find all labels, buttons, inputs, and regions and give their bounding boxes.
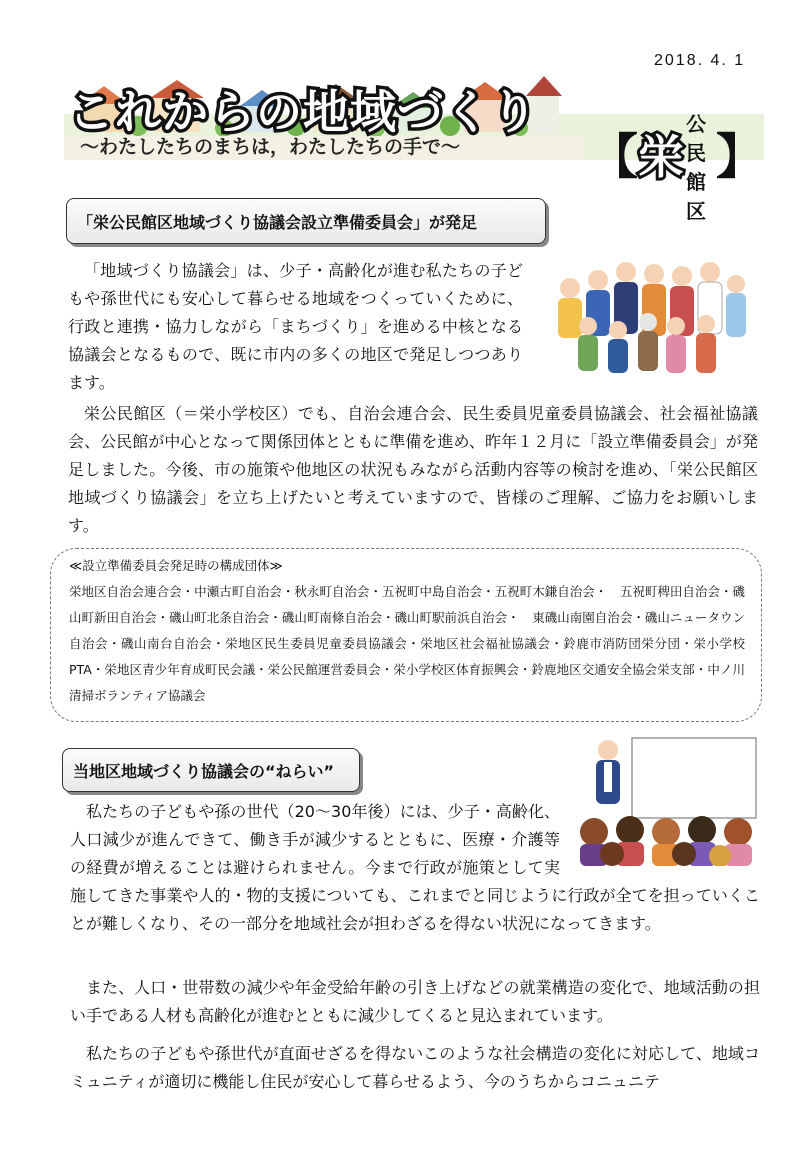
district-word: 公民館区 xyxy=(686,112,707,223)
member-organizations-box xyxy=(50,548,762,722)
illustration-wrap-space xyxy=(560,798,760,868)
section-heading-aims: 当地区地域づくり協議会の“ねらい” xyxy=(62,748,360,792)
aims-paragraph-3: 私たちの子どもや孫世代が直面せざるを得ないこのような社会構造の変化に対応して、地域コミュニティが適切に機能し住民が安心して暮らせるよう、今のうちからコニュニテ xyxy=(70,1044,760,1091)
aims-paragraph-1 xyxy=(70,798,760,938)
community-people-illustration xyxy=(540,258,755,378)
section-heading-committee: 「栄公民館区地域づくり協議会設立準備委員会」が発足 xyxy=(66,198,546,244)
banner-subtitle: ～わたしたちのまちは，わたしたちの手で～ xyxy=(80,136,461,158)
issue-date: 2018. 4. 1 xyxy=(654,52,746,69)
committee-status-paragraph: 栄公民館区（＝栄小学校区）でも、自治会連合会、民生委員児童委員協議会、社会福祉協議会、公民館が中心となって関係団体とともに準備を進め、昨年１２月に「設立準備委員会」が発足しました。今後、市の施策や他地区の状況もみながら活動内容等の検討を進め、「栄公民館区地域づくり協議会」を立ち上げたいと考えていますので、皆様のご理解、ご協力をお願いします。 xyxy=(68,404,758,535)
member-organizations-list: 栄地区自治会連合会・中瀬古町自治会・秋永町自治会・五祝町中島自治会・五祝町木鎌自治会・ 五祝町稗田自治会・磯山町新田自治会・磯山町北条自治会・磯山町南條自治会・磯山町駅前浜自治会・ 東磯山南園自治会・磯山ニュータウン自治会・磯山南台自治会・栄地区民生委員児童委員協議会・栄地区社会福祉協議会・鈴鹿市消防団栄分団・栄小学校 PTA・栄地区青少年育成町民会議・栄公民館運営委員会・栄小学校区体育振興会・鈴鹿地区交通安全協会栄支部・中ノ川清掃ボランティア協議会 xyxy=(69,584,745,703)
aims-paragraph-1-text: 私たちの子どもや孫の世代（20～30年後）には、少子・高齢化、人口減少が進んできて、働き手が減少するとともに、医療・介護等の経費が増えることは避けられません。今まで行政が施策として実施してきた事業や人的・物的支援についても、これまでと同じように行政が全てを担っていくことが難しくなり、その一部分を地域社会が担わざるを得ない状況になってきます。 xyxy=(70,802,760,933)
aims-paragraph-2: また、人口・世帯数の減少や年金受給年齢の引き上げなどの就業構造の変化で、地域活動の担い手である人材も高齢化が進むとともに減少してくると見込まれています。 xyxy=(70,978,760,1025)
member-organizations-title: ≪設立準備委員会発足時の構成団体≫ xyxy=(69,558,283,573)
district-kanji: 栄 xyxy=(638,130,685,184)
banner-title: これからの地域づくり xyxy=(68,85,538,139)
committee-intro-paragraph: 「地域づくり協議会」は、少子・高齢化が進む私たちの子どもや孫世代にも安心して暮らせる地域をつくっていくために、行政と連携・協力しながら「まちづくり」を進める中核となる協議会となるもので、既に市内の多くの地区で発足しつつあります。 xyxy=(68,261,523,392)
district-label xyxy=(590,90,764,224)
bracket-close: 】 xyxy=(715,129,764,185)
bracket-open: 【 xyxy=(590,129,639,185)
